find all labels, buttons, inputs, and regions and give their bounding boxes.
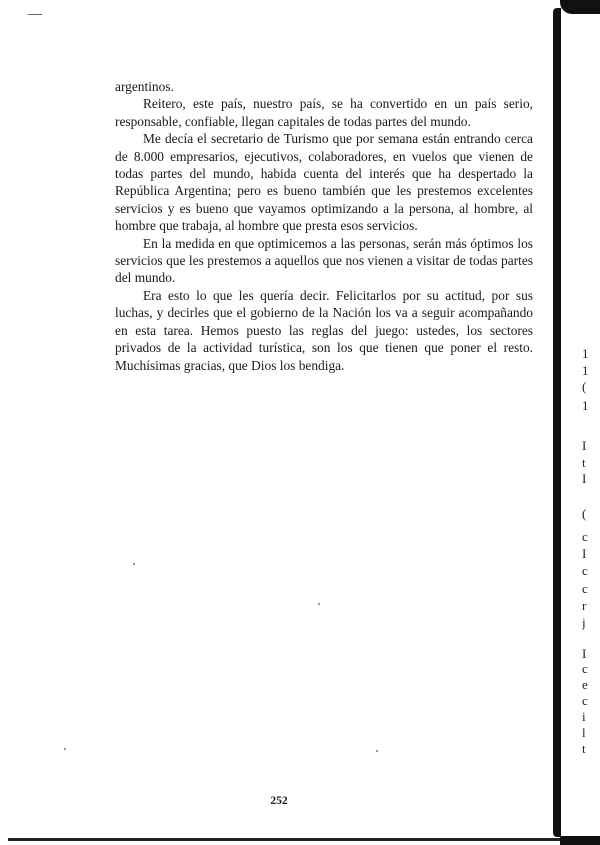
scan-mark — [28, 14, 42, 15]
facing-page-fragment: 1 — [582, 398, 589, 413]
paragraph-4: En la medida en que optimicemos a las personas, serán más óptimos los servicios que les prestemos a aquellos que nos vienen a visitar de todas partes del mundo. — [115, 235, 533, 286]
facing-page-fragment: I — [582, 546, 587, 561]
facing-page-fragment: i — [582, 709, 586, 724]
spine-top-shadow — [560, 0, 600, 14]
body-text — [115, 78, 533, 374]
facing-page-fragment: 1 — [582, 346, 589, 361]
facing-page-fragment: c — [582, 563, 588, 578]
page-number: 252 — [270, 795, 288, 807]
facing-page-fragment: c — [582, 661, 588, 676]
paragraph-1: argentinos. — [115, 79, 174, 94]
facing-page-fragment: t — [582, 455, 586, 470]
scan-speck — [318, 603, 320, 605]
paragraph-5: Era esto lo que les quería decir. Felicitarlos por su actitud, por sus luchas, y decirles que el gobierno de la Nación los va a seguir acompañando en esta tarea. Hemos puesto las reglas del juego: ustedes, los sectores privados de la actividad turística, son los que tienen que poner el resto. Muchísimas gracias, que Dios los bendiga. — [115, 287, 533, 373]
paragraph-3: Me decía el secretario de Turismo que por semana están entrando cerca de 8.000 empresarios, ejecutivos, colaboradores, en vuelos que vienen de todas partes del mundo, habida cuenta del interés que ha despertado la República Argentina; pero es bueno también que les prestemos excelentes servicios y es bueno que vayamos optimizando a la persona, al hombre, al hombre que trabaja, al hombre que presta esos servicios. — [115, 131, 533, 234]
facing-page-fragment: I — [582, 438, 587, 453]
paragraph-2: Reitero, este país, nuestro país, se ha convertido en un país serio, responsable, confiable, llegan capitales de todas partes del mundo. — [115, 96, 533, 129]
page-bottom-edge — [8, 838, 560, 841]
facing-page-fragment: I — [582, 646, 587, 661]
facing-page-fragment: l — [582, 725, 586, 740]
facing-page-fragment: I — [582, 471, 587, 486]
scan-speck — [376, 750, 378, 752]
facing-page-fragment: e — [582, 677, 588, 692]
facing-page-fragment: ( — [582, 379, 587, 394]
facing-page-fragment: r — [582, 598, 587, 613]
scan-speck — [133, 563, 135, 565]
facing-page-fragment: c — [582, 693, 588, 708]
facing-page-fragment: j — [582, 615, 586, 630]
scan-speck — [64, 748, 66, 750]
facing-page-fragment: c — [582, 581, 588, 596]
facing-page-fragment: 1 — [582, 363, 589, 378]
facing-page-fragment: c — [582, 529, 588, 544]
facing-page-fragment: t — [582, 741, 586, 756]
spine-bottom-shadow — [560, 836, 600, 845]
book-spine-shadow — [553, 8, 561, 837]
facing-page-fragment: ( — [582, 506, 587, 521]
